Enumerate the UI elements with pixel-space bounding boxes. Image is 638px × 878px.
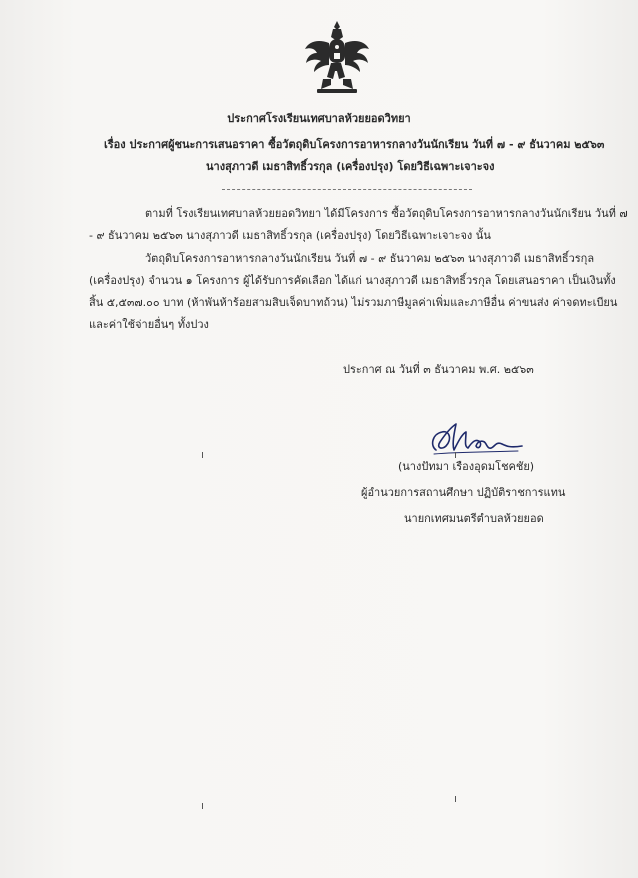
separator-line [222,189,472,190]
body-line-5: สิ้น ๕,๕๓๗.๐๐ บาท (ห้าพันห้าร้อยสามสิบเจ็ดบาทถ้วน) ไม่รวมภาษีมูลค่าเพิ่มและภาษีอื่น ค่าขนส่ง ค่าจดทะเบียน [89,296,618,309]
signer-position-2: นายกเทศมนตรีตำบลห้วยยอด [404,512,544,525]
garuda-emblem [303,17,371,97]
scan-mark [455,452,456,458]
subject-line-2: นางสุภาวดี เมธาสิทธิ์วรกุล (เครื่องปรุง) โดยวิธีเฉพาะเจาะจง [206,160,495,173]
org-title: ประกาศโรงเรียนเทศบาลห้วยยอดวิทยา [227,112,411,125]
scan-mark [202,452,203,458]
signer-position-1: ผู้อำนวยการสถานศึกษา ปฏิบัติราชการแทน [361,486,566,499]
signer-name: (นางปัทมา เรืองอุดมโชคชัย) [398,460,535,473]
body-line-6: และค่าใช้จ่ายอื่นๆ ทั้งปวง [89,318,209,331]
scan-mark [202,803,203,809]
body-line-4: (เครื่องปรุง) จำนวน ๑ โครงการ ผู้ได้รับการคัดเลือก ได้แก่ นางสุภาวดี เมธาสิทธิ์วรกุล โดยเสนอราคา เป็นเงินทั้ง [89,274,616,287]
body-line-3: วัตถุดิบโครงการอาหารกลางวันนักเรียน วันที่ ๗ - ๙ ธันวาคม ๒๕๖๓ นางสุภาวดี เมธาสิทธิ์วรกุล [145,252,595,265]
body-line-2: - ๙ ธันวาคม ๒๕๖๓ นางสุภาวดี เมธาสิทธิ์วรกุล (เครื่องปรุง) โดยวิธีเฉพาะเจาะจง นั้น [89,229,491,242]
signature [426,420,526,458]
scan-mark [455,796,456,802]
body-line-1: ตามที่ โรงเรียนเทศบาลห้วยยอดวิทยา ได้มีโครงการ ซื้อวัตถุดิบโครงการอาหารกลางวันนักเรียน วันที่ ๗ [145,207,628,220]
announce-date: ประกาศ ณ วันที่ ๓ ธันวาคม พ.ศ. ๒๕๖๓ [343,363,534,376]
subject-line-1: เรื่อง ประกาศผู้ชนะการเสนอราคา ซื้อวัตถุดิบโครงการอาหารกลางวันนักเรียน วันที่ ๗ - ๙ ธันวาคม ๒๕๖๓ [104,138,605,151]
